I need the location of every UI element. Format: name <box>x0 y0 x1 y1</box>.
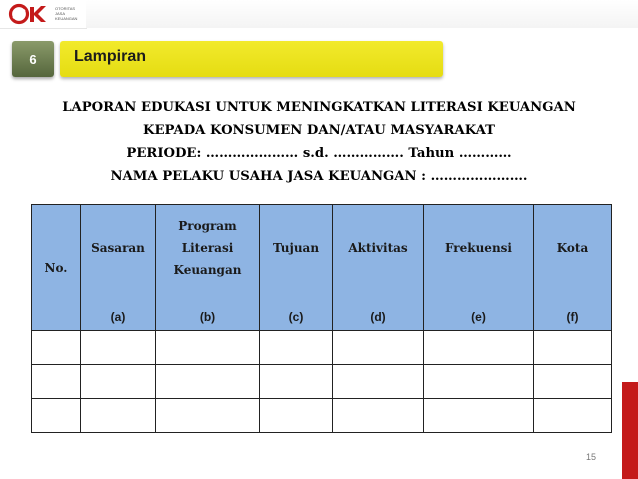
column-code: (e) <box>471 310 486 324</box>
table-header-row <box>32 205 612 331</box>
report-table <box>31 204 612 433</box>
report-title-line1: LAPORAN EDUKASI UNTUK MENINGKATKAN LITERASI KEUANGAN <box>62 100 576 115</box>
column-code: (a) <box>110 310 126 324</box>
table-cell[interactable] <box>81 399 156 433</box>
table-cell[interactable] <box>260 331 333 365</box>
section-number-badge: 6 <box>12 41 54 77</box>
page-number: 15 <box>586 452 597 462</box>
section-title-banner <box>60 41 443 77</box>
table-cell[interactable] <box>424 399 534 433</box>
table-cell[interactable] <box>534 365 612 399</box>
table-cell[interactable] <box>424 331 534 365</box>
table-cell[interactable] <box>32 365 81 399</box>
column-header-sasaran: Sasaran (a) <box>81 205 156 331</box>
table-cell[interactable] <box>333 331 424 365</box>
table-cell[interactable] <box>156 365 260 399</box>
column-header-kota: Kota (f) <box>534 205 612 331</box>
table-cell[interactable] <box>534 331 612 365</box>
table-cell[interactable] <box>534 399 612 433</box>
table-row <box>32 399 612 433</box>
table-cell[interactable] <box>156 399 260 433</box>
table-cell[interactable] <box>81 331 156 365</box>
accent-side-bar <box>622 382 638 479</box>
section-title: Lampiran <box>74 48 147 65</box>
table-cell[interactable] <box>260 365 333 399</box>
column-header-no: No. <box>32 205 81 331</box>
column-header-aktivitas: Aktivitas (d) <box>333 205 424 331</box>
table-row <box>32 365 612 399</box>
report-period-line: PERIODE: ………………… s.d. ……………. Tahun ………… <box>126 146 512 161</box>
ojk-logo-mark <box>8 3 54 25</box>
ojk-logo <box>0 0 87 29</box>
table-cell[interactable] <box>333 365 424 399</box>
column-header-frekuensi: Frekuensi (e) <box>424 205 534 331</box>
column-code: (b) <box>199 310 216 324</box>
table-row <box>32 331 612 365</box>
column-header-tujuan: Tujuan (c) <box>260 205 333 331</box>
report-title-line2: KEPADA KONSUMEN DAN/ATAU MASYARAKAT <box>143 123 495 138</box>
ojk-logo-text: OTORITAS JASA KEUANGAN <box>55 6 78 21</box>
top-band <box>86 0 638 28</box>
column-code: (f) <box>566 310 579 324</box>
column-code: (d) <box>370 310 386 324</box>
table-cell[interactable] <box>424 365 534 399</box>
column-header-program: Program Literasi Keuangan (b) <box>156 205 260 331</box>
institution-name-line: NAMA PELAKU USAHA JASA KEUANGAN : …………………. <box>110 169 528 184</box>
table-cell[interactable] <box>156 331 260 365</box>
table-cell[interactable] <box>81 365 156 399</box>
table-cell[interactable] <box>32 399 81 433</box>
table-cell[interactable] <box>333 399 424 433</box>
table-cell[interactable] <box>260 399 333 433</box>
column-code: (c) <box>288 310 304 324</box>
table-cell[interactable] <box>32 331 81 365</box>
